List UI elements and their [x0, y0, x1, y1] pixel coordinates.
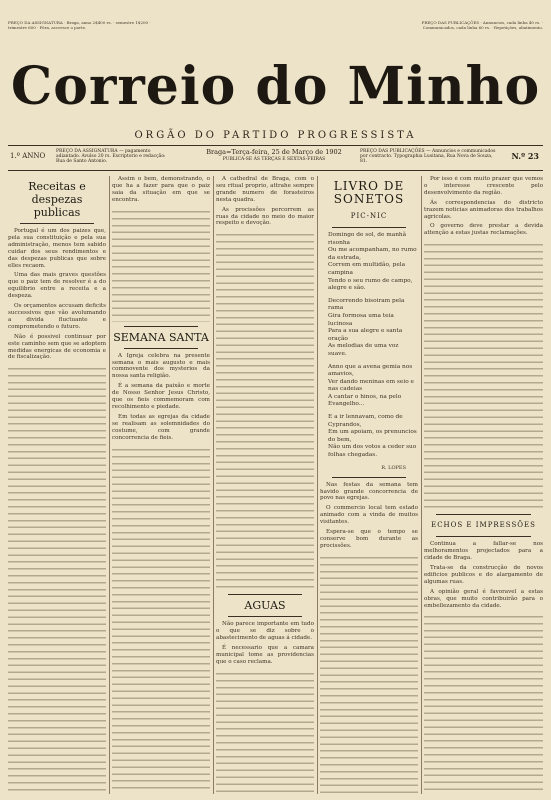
section-rule [436, 514, 531, 515]
article-paragraph: A cathedral de Braga, com o seu ritual proprio, attrahe sempre grande numero de forasteiros nesta quadra. [216, 176, 314, 203]
section-rule [228, 594, 302, 595]
poem-line: Correm em multidão, pela campina [328, 262, 406, 276]
poem-line: Anno que a avena gemia nos amavios, [328, 363, 413, 378]
article-paragraph: Continua a fallar-se nos melhoramentos projectados para a cidade de Braga. [424, 541, 543, 562]
newspaper-title: Correio do Minho [10, 56, 541, 117]
column-rule [317, 176, 318, 794]
publication-days: PUBLICA-SE ÁS TERÇAS E SEXTAS-FEIRAS [222, 157, 326, 162]
masthead-left-notice: PREÇO DA ASSIGNATURA · Braga, anno 2$400 rs. · semestre 1$200 · trimestre 600 · Fóra, accresce o porte. [8, 20, 151, 30]
issue-number: N.º 23 [511, 151, 539, 161]
article-paragraph: A opinião geral é favoravel a estas obras, que muito contribuirão para o embellezamento da cidade. [424, 588, 543, 609]
article-paragraph: Ás correspondencias do districto trazem noticias animadoras dos trabalhos agricolas. [424, 199, 543, 220]
article-paragraph: Uma das mais graves questões que o paiz tem de resolver é a do equilibrio entre a receita e a despeza. [8, 272, 106, 300]
year-label: 1.º ANNO [10, 152, 46, 160]
article-continuation [216, 230, 314, 590]
poem-stanza [320, 364, 418, 410]
article-paragraph: Os orçamentos accusam deficits successivos que vão avolumando a divida fluctuante e comprometendo o futuro. [8, 303, 106, 330]
poem-stanza [320, 298, 418, 359]
article-paragraph: A Igreja celebra na presente semana o mais augusto e mais commovente dos mysterios da nossa santa religião. [112, 352, 210, 380]
column-1 [8, 176, 106, 794]
poem-line: Tendo o seu rumo de campo, alegre e são. [328, 277, 413, 292]
article-continuation [424, 240, 543, 510]
article-paragraph: É necessario que a camara municipal tome as providencias que o caso reclama. [216, 645, 314, 665]
article-heading-semana-santa: SEMANA SANTA [113, 330, 209, 344]
article-continuation [424, 612, 543, 794]
article-continuation [320, 553, 418, 794]
column-rule [213, 176, 214, 794]
poem-line: Não um dos votos a ceder suo folhas chegadas. [328, 444, 417, 459]
poem-line: As melodias de uma voz suave. [328, 343, 399, 357]
column-rule [421, 176, 422, 794]
article-paragraph: Por isso é com muito prazer que vemos o interesse crescente pelo desenvolvimento da região. [424, 176, 543, 196]
article-paragraph: Não é possivel continuar por este caminho sem que se adoptem medidas energicas de economia e de fiscalização. [8, 333, 106, 361]
article-continuation [112, 207, 210, 322]
heading-rule [228, 616, 302, 617]
article-paragraph: Trata-se da construcção de novos edificios publicos e do alargamento de algumas ruas. [424, 564, 543, 585]
section-rule [332, 477, 406, 478]
poem-signature: R. LOPES [381, 464, 406, 471]
article-paragraph: Em todas as egrejas da cidade se realisam as solemnidades do costume, com grande concorrencia de fieis. [112, 413, 210, 441]
article-paragraph: O commercio local tem estado animado com a vinda de muitos visitantes. [320, 505, 418, 526]
poem-stanza [320, 414, 418, 460]
column-2 [112, 176, 210, 794]
heading-rule [332, 227, 406, 228]
article-paragraph: Assim o bem, demonstrando, o que ha a fazer para que o paiz saia da situação em que se encontra. [112, 176, 210, 203]
issue-date-text: Braga=Terça-feira, 25 de Março de 1902 [206, 148, 342, 156]
article-continuation [216, 669, 314, 794]
poem-line: Ver dando meninas em seio e nas cadeias [328, 378, 414, 393]
poem-line: Decorrendo bisoiram pela rama [328, 297, 405, 312]
subscription-info: PREÇO DA ASSIGNATURA — pagamento adiantado. Avulso 20 rs. Escriptorio e redacção: Rua de Santo Antonio. [56, 149, 166, 164]
article-paragraph: Espera-se que o tempo se conserve bom durante as procissões. [320, 529, 418, 549]
section-heading-sonetos: LIVRO DE SONETOS [333, 179, 405, 206]
publication-info: PREÇO DAS PUBLICAÇÕES — Annuncios e communicados por contracto. Typographia Lusitana, Rua Nova de Souza, 81. [360, 149, 496, 164]
poem-line: Ou me acompanham, no rumo da estrada, [328, 247, 417, 261]
section-rule [124, 326, 198, 327]
column-5 [424, 176, 543, 794]
column-3 [216, 176, 314, 794]
poem-line: E a ir lennavam, como de Cyprandos, [328, 414, 403, 428]
heading-rule [124, 348, 198, 349]
article-paragraph: O governo deve prestar a devida attenção a estas justas reclamações. [424, 223, 543, 237]
column-4 [320, 176, 418, 794]
info-bar [8, 145, 543, 171]
poem-line: A cantar o hinos, na pelo Evangelho... [328, 393, 402, 408]
poem-title: PIC-NIC [350, 212, 388, 220]
poem-line: Em um apoiam, os prenuncios do bem, [328, 429, 417, 443]
issue-date [204, 150, 344, 162]
poem-line: Para a sua alegre e santa oração [328, 328, 403, 342]
column-rule [109, 176, 110, 794]
article-paragraph: Portugal é um dos paizes que, pela sua constituição e pela sua administração, menos tem sabido cuidar dos seus rendimentos e das despezas publicas que sobre elles recaem. [8, 228, 106, 269]
section-heading-echos: ECHOS E IMPRESSÕES [431, 521, 536, 530]
article-heading-receitas: Receitas e despezas publicas [28, 180, 86, 219]
article-heading-aguas: AGUAS [244, 599, 286, 613]
article-paragraph: É a semana da paixão e morte de Nosso Senhor Jesus Christo, que os fieis commemoram com recolhimento e piedade. [112, 383, 210, 410]
article-continuation [8, 364, 106, 794]
poem-line: Gira formosa uma teia lucinosa [328, 312, 394, 327]
article-paragraph: As procissões percorrem as ruas da cidade no meio do maior respeito e devoção. [216, 206, 314, 227]
article-paragraph: Nas festas da semana tem havido grande concorrencia de povo nas egrejas. [320, 481, 418, 502]
poem-line: Domingo de sol, de manhã risonha [328, 232, 407, 246]
poem-stanza [320, 232, 418, 293]
heading-rule [436, 536, 531, 537]
newspaper-page [8, 6, 543, 794]
masthead-right-notice: PREÇO DAS PUBLICAÇÕES · Annuncios, cada linha 40 rs. · Communicados, cada linha 60 rs. · Repetições, abatimento. [421, 20, 543, 30]
newspaper-subtitle: ORGÃO DO PARTIDO PROGRESSISTA [134, 130, 417, 141]
heading-rule [20, 223, 94, 224]
article-paragraph: Não parece importante em tudo o que se diz sobre o abastecimento de aguas á cidade. [216, 621, 314, 642]
article-continuation [112, 445, 210, 795]
